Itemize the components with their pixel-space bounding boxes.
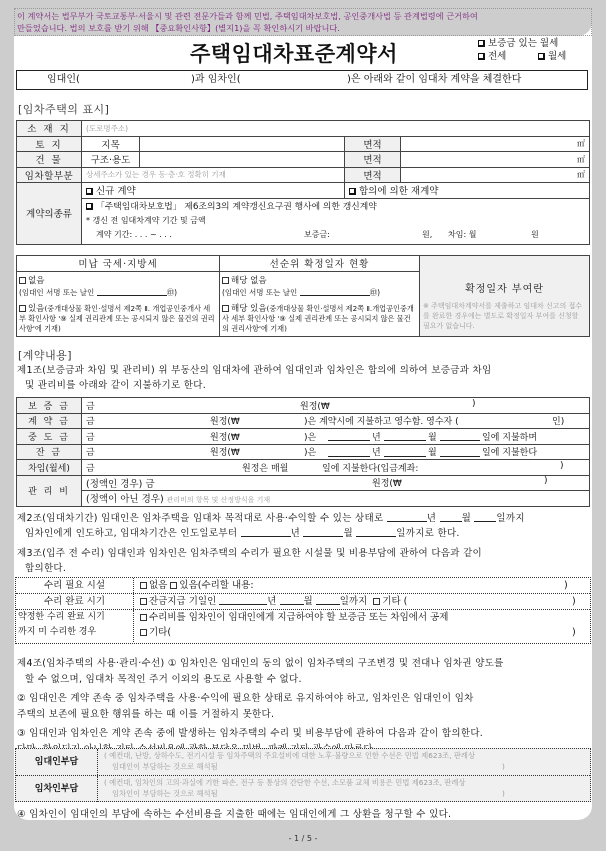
- landlord-burden-label: 임대인부담: [16, 749, 98, 775]
- tax-priority-table: [16, 255, 590, 337]
- interim-payment-label: 중 도 금: [17, 429, 82, 445]
- property-table: [16, 120, 590, 245]
- land-label: 토 지: [17, 136, 82, 152]
- article-4-4: ④ 임차인이 임대인의 부담에 속하는 수선비용을 지출한 때에는 임대인에게 그 상환을 청구할 수 있다.: [17, 809, 452, 820]
- table-row: 수리 완료 시기 잔금지급 기일인 년 월 일까지 기타 ( ): [16, 594, 590, 610]
- contract-section-heading: [계약내용]: [18, 349, 73, 362]
- tenant-label: )과 임차인(: [191, 74, 241, 85]
- checkbox-icon[interactable]: [140, 598, 147, 605]
- article-1: 제1조(보증금과 차임 및 관리비) 위 부동산의 임대차에 관하여 임대인과 임차인은 합의에 의하여 보증금과 차임 및 관리비를 아래와 같이 지불하기로 한다.: [17, 365, 492, 391]
- checkbox-icon[interactable]: [478, 40, 485, 47]
- down-payment-field[interactable]: 금 원정(₩ )은 계약시에 지불하고 영수함. 영수자 ( 인): [82, 413, 590, 429]
- land-category-field[interactable]: [140, 136, 345, 152]
- checkbox-icon[interactable]: [478, 53, 485, 60]
- tenant-burden-text[interactable]: ( 예컨대, 임차인의 고의·과실에 기한 파손, 전구 등 통상의 간단한 수선, 소모품 교체 비용은 민법 제623조, 판례상 임차인이 부담하는 것으로 해석됨 ): [104, 778, 505, 798]
- agreement-suffix: )은 아래와 같이 임대차 계약을 체결한다: [347, 74, 522, 85]
- checkbox-icon[interactable]: [538, 53, 545, 60]
- table-row: 약정한 수리 완료 시기 까지 미 수리한 경우 수리비를 임차인이 임대인에게 지급하여야 할 보증금 또는 차임에서 공제 기타( ): [16, 610, 590, 642]
- parties-statement: [16, 70, 588, 90]
- interim-payment-field[interactable]: 금 원정(₩ )은 년 월 일에 지불하며: [82, 429, 590, 445]
- table-row: [16, 776, 590, 802]
- repair-table: [15, 577, 591, 644]
- building-structure-label: 구조·용도: [82, 152, 140, 168]
- deposit-field[interactable]: 금 원정(₩ ): [82, 398, 590, 414]
- checkbox-icon[interactable]: [140, 582, 147, 589]
- repair-deadline-label: 수리 완료 시기: [16, 594, 134, 609]
- down-payment-label: 계 약 금: [17, 413, 82, 429]
- deposit-label: 보 증 금: [17, 398, 82, 414]
- table-row: [17, 444, 590, 460]
- fixed-mgmt-fee-field[interactable]: (정액인 경우) 금 원정(₩ ): [82, 475, 590, 491]
- unpaid-tax-header: 미납 국세·지방세: [17, 256, 220, 272]
- table-row: [17, 256, 590, 272]
- leased-part-label: 임차할부분: [17, 167, 82, 183]
- address-field[interactable]: (도로명주소): [82, 121, 590, 137]
- notice-line-2: 만들었습니다. 법의 보호를 받기 위해 【중요확인사항】(별지1)을 꼭 확인하시기 바랍니다.: [17, 23, 340, 33]
- renegotiated-option[interactable]: 합의에 의한 재계약: [345, 183, 590, 199]
- prior-rent-label: 차임: 월: [448, 230, 477, 239]
- building-structure-field[interactable]: [140, 152, 345, 168]
- land-area-label: 면적: [345, 136, 401, 152]
- prior-period[interactable]: 계약 기간: . . . ~ . . .: [96, 230, 172, 239]
- land-category-label: 지목: [82, 136, 140, 152]
- monthly-rent-field[interactable]: 금 원정은 매월 일에 지불한다(입금계좌: ): [82, 460, 590, 476]
- table-row: [17, 136, 590, 152]
- unrepaired-label: 약정한 수리 완료 시기 까지 미 수리한 경우: [16, 610, 134, 642]
- article-2: 제2조(임대차기간) 임대인은 임차주택을 임대차 목적대로 사용·수익할 수 있는 상태로 년 월 일까지 임차인에게 인도하고, 임대차기간은 인도일로부터 년 월 일까지로 한다.: [17, 513, 525, 539]
- tenant-burden-label: 임차인부담: [16, 776, 98, 802]
- checkbox-icon[interactable]: [19, 277, 26, 284]
- balance-field[interactable]: 금 원정(₩ )은 년 월 일에 지불한다: [82, 444, 590, 460]
- table-row: [16, 749, 590, 776]
- checkbox-icon[interactable]: [86, 188, 93, 195]
- table-row: [17, 491, 590, 507]
- building-label: 건 물: [17, 152, 82, 168]
- checkbox-icon[interactable]: [86, 203, 93, 210]
- option-deposit-monthly[interactable]: 보증금 있는 월세: [488, 38, 559, 49]
- checkbox-icon[interactable]: [373, 598, 380, 605]
- table-row: [17, 198, 590, 244]
- repair-needed-field[interactable]: 없음 있음(수리할 내용:: [140, 578, 254, 593]
- landlord-label: 임대인(: [47, 74, 80, 85]
- article-4: 제4조(임차주택의 사용·관리·수선) ① 임차인은 임대인의 동의 없이 임차주택의 구조변경 및 전대나 임차권 양도를 할 수 없으며, 임대차 목적인 주거 이외의 용도로 사용할 수 없다. ② 임대인은 계약 존속 중 임차주택을 사용·수익에 필요한 상태로 유지하여야 하고, 임차인은 임대인이 임차 주택의 보존에 필요한 행위를 하는 때 이를 거절하지 못한다. ③ 임대인과 임차인은 계약 존속 중에 발생하는 임차주택의 수리 및 비용부담에 관하여 다음과 같이 합의한다.: [17, 658, 504, 739]
- table-row: [17, 121, 590, 137]
- building-area-label: 면적: [345, 152, 401, 168]
- checkbox-icon[interactable]: [222, 277, 229, 284]
- unrepaired-field[interactable]: 수리비를 임차인이 임대인에게 지급하여야 할 보증금 또는 차임에서 공제 기타(: [140, 610, 448, 640]
- table-row: 수리 필요 시설 없음 있음(수리할 내용: ): [16, 578, 590, 594]
- property-section-heading: [임차주택의 표시]: [18, 103, 110, 116]
- fixed-date-header: 확정일자 부여란: [465, 284, 544, 295]
- table-row: [17, 460, 590, 476]
- burden-table: [15, 748, 591, 802]
- priority-date-header: 선순위 확정일자 현황: [220, 256, 420, 272]
- building-area-field[interactable]: ㎡: [401, 152, 590, 168]
- table-row: [17, 167, 590, 183]
- table-row: [17, 429, 590, 445]
- contract-type-options: [478, 37, 566, 63]
- checkbox-icon[interactable]: [140, 629, 147, 636]
- page-title: 주택임대차표준계약서: [190, 42, 398, 66]
- repair-deadline-field[interactable]: 잔금지급 기일인 년 월 일까지 기타 (: [140, 594, 407, 609]
- leased-part-field[interactable]: 상세주소가 있는 경우 동·층·호 정확히 기재: [82, 167, 345, 183]
- notice-banner: [14, 8, 592, 36]
- priority-date-cell: 해당 없음 (임대인 서명 또는 날인 ㊞) 해당 있음(중개대상물 확인·설명서 제2쪽 Ⅱ.개업공인중개사 세부 확인사항 '⑨ 실제 권리관계 또는 공시되지 않은 물건의 권리사항'에 기재): [220, 271, 420, 336]
- repair-needed-label: 수리 필요 시설: [16, 578, 134, 593]
- prior-deposit-label: 보증금:: [304, 230, 330, 239]
- address-label: 소 재 지: [17, 121, 82, 137]
- monthly-rent-label: 차임(월세): [17, 460, 82, 476]
- payment-table: [16, 397, 590, 507]
- table-row: [17, 413, 590, 429]
- article-3: 제3조(입주 전 수리) 임대인과 임차인은 임차주택의 수리가 필요한 시설물 및 비용부담에 관하여 다음과 같이 합의한다.: [17, 548, 483, 574]
- table-row: [17, 183, 590, 199]
- checkbox-icon[interactable]: [349, 188, 356, 195]
- option-monthly[interactable]: 월세: [548, 51, 567, 62]
- table-row: [17, 152, 590, 168]
- land-area-field[interactable]: ㎡: [401, 136, 590, 152]
- checkbox-icon[interactable]: [140, 614, 147, 621]
- fixed-date-cell: [420, 256, 590, 337]
- page-number: - 1 / 5 -: [288, 834, 318, 843]
- contract-kind-label: 계약의종류: [17, 183, 82, 245]
- landlord-burden-text[interactable]: ( 예컨대, 난방, 상하수도, 전기시설 등 임차주택의 주요설비에 대한 노후·불량으로 인한 수선은 민법 제623조, 판례상 임대인이 부담하는 것으로 해석됨 ): [104, 751, 505, 771]
- leased-area-label: 면적: [345, 167, 401, 183]
- table-row: [17, 398, 590, 414]
- fixed-date-note: ※ 주택임대차계약서를 제출하고 임대차 신고의 접수를 완료한 경우에는 별도로 확정일자 부여를 신청할 필요가 없습니다.: [423, 302, 582, 330]
- leased-area-field[interactable]: ㎡: [401, 167, 590, 183]
- checkbox-icon[interactable]: [19, 305, 26, 312]
- checkbox-icon[interactable]: [222, 305, 229, 312]
- table-row: [17, 475, 590, 491]
- checkbox-icon[interactable]: [170, 582, 177, 589]
- management-fee-label: 관 리 비: [17, 475, 82, 506]
- notice-line-1: 이 계약서는 법무부가 국토교통부·서울시 및 관련 전문가들과 함께 민법, 주택임대차보호법, 공인중개사법 등 관계법령에 근거하여: [17, 11, 478, 21]
- renewal-option[interactable]: 「주택임대차보호법」 제6조의3의 계약갱신요구권 행사에 의한 갱신계약 * 갱신 전 임대차계약 기간 및 금액 계약 기간: . . . ~ . . . 보증금: 원, 차임: 월 원: [82, 198, 590, 244]
- balance-label: 잔 금: [17, 444, 82, 460]
- nonfixed-mgmt-fee-field[interactable]: (정액이 아닌 경우) 관리비의 항목 및 산정방식을 기재: [82, 491, 590, 507]
- new-contract-option[interactable]: 신규 계약: [82, 183, 345, 199]
- option-jeonse[interactable]: 전세: [488, 51, 507, 62]
- unpaid-tax-cell: 없음 (임대인 서명 또는 날인 ㊞) 있음(중개대상물 확인·설명서 제2쪽 Ⅱ. 개업공인중개사 세부 확인사항 '⑨ 실제 권리관계 또는 공시되지 않은 물건의 권리사항'에 기재): [17, 271, 220, 336]
